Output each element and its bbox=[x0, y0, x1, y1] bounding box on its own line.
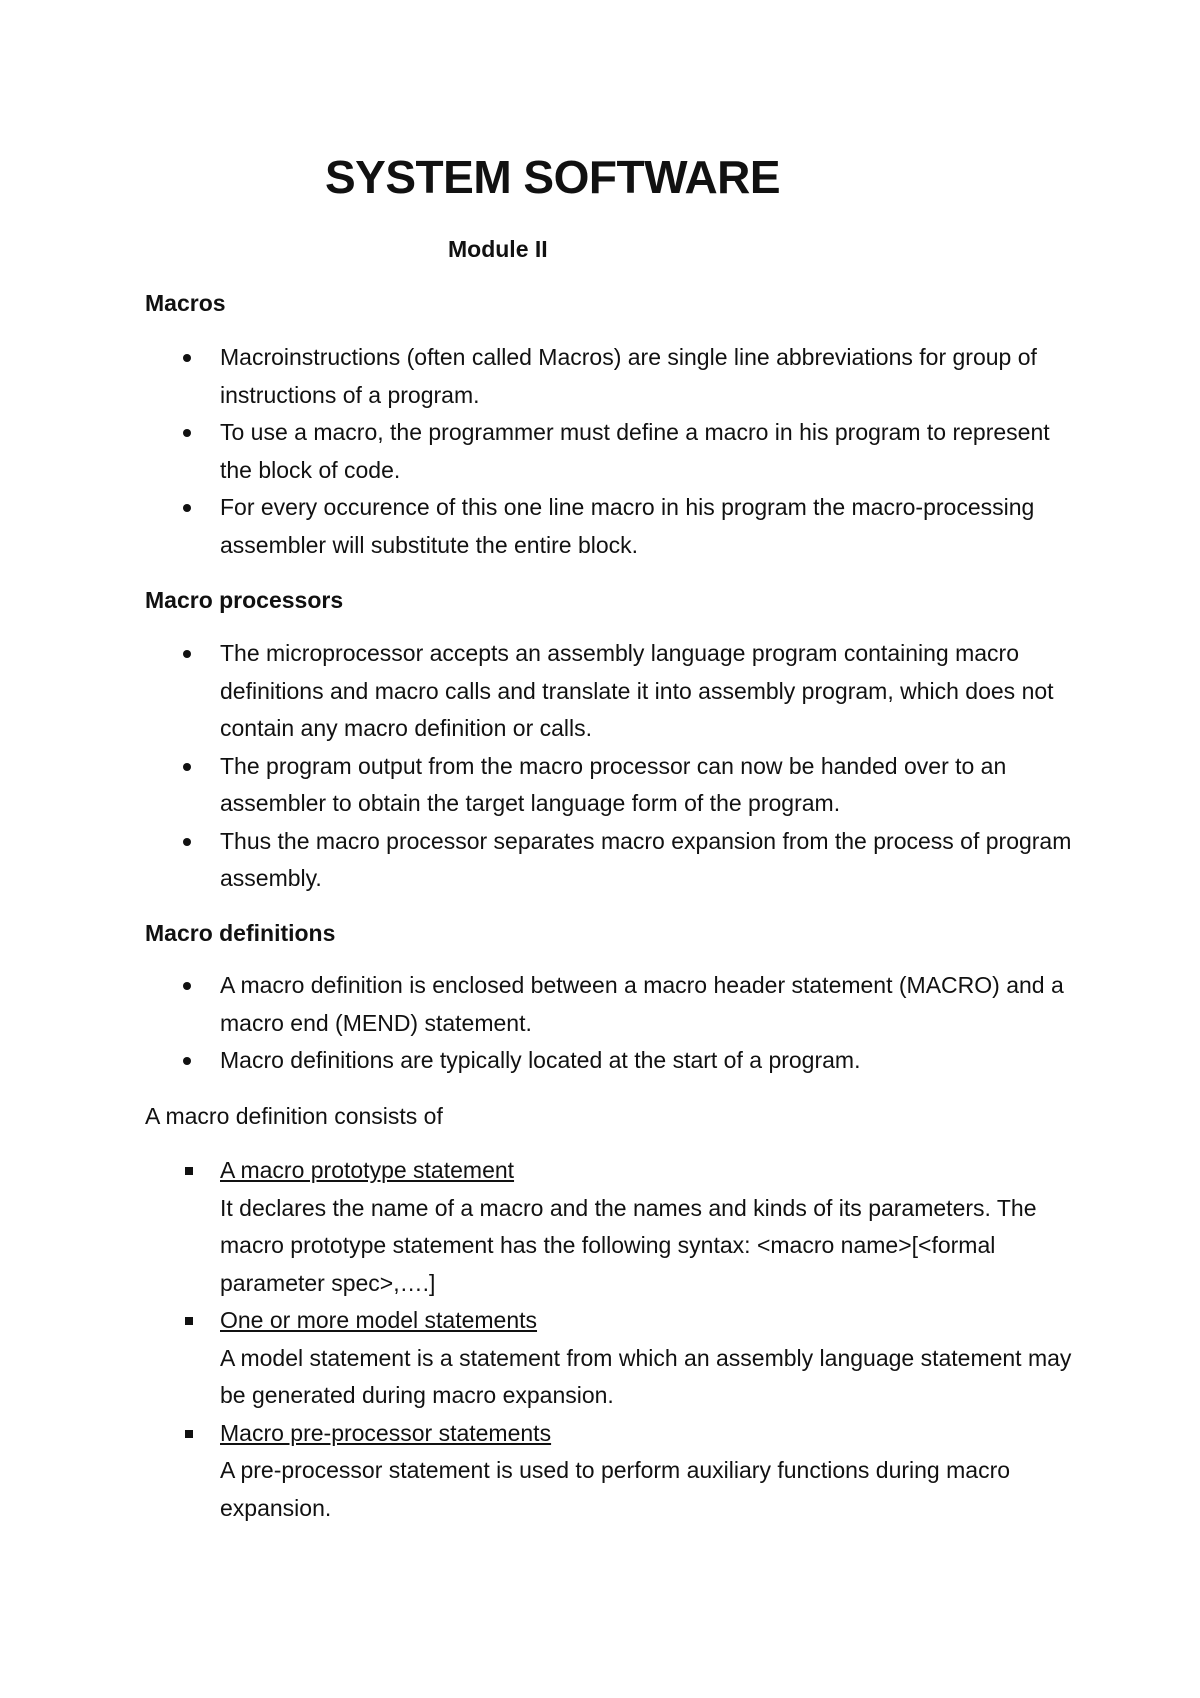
list-item: For every occurence of this one line macro in his program the macro-processing assembler will substitute the entire block. bbox=[0, 489, 1080, 564]
list-item: A macro definition is enclosed between a macro header statement (MACRO) and a macro end (MEND) statement. bbox=[0, 967, 1080, 1042]
item-label: Macro pre-processor statements bbox=[220, 1419, 552, 1446]
consists-intro: A macro definition consists of bbox=[145, 1103, 443, 1129]
bullet-icon bbox=[183, 429, 191, 437]
section-heading-macro-processors: Macro processors bbox=[145, 587, 344, 613]
section-heading-macro-definitions: Macro definitions bbox=[145, 920, 336, 946]
item-description: A model statement is a statement from which an assembly language statement may be generated during macro expansion. bbox=[220, 1344, 1072, 1408]
section-heading-macros: Macros bbox=[145, 290, 226, 316]
square-bullet-icon bbox=[185, 1430, 193, 1438]
macros-bullet-list bbox=[0, 339, 1200, 564]
square-bullet-icon bbox=[185, 1167, 193, 1175]
bullet-icon bbox=[183, 354, 191, 362]
list-item: Macroinstructions (often called Macros) are single line abbreviations for group of instructions of a program. bbox=[0, 339, 1080, 414]
consists-square-list bbox=[0, 1152, 1200, 1527]
processors-bullet-list bbox=[0, 635, 1200, 898]
list-item bbox=[0, 1302, 1080, 1415]
list-item bbox=[0, 1152, 1080, 1302]
item-label: One or more model statements bbox=[220, 1307, 538, 1333]
list-item: The program output from the macro processor can now be handed over to an assembler to obtain the target language form of the program. bbox=[0, 748, 1080, 823]
square-bullet-icon bbox=[185, 1317, 193, 1325]
list-item: The microprocessor accepts an assembly language program containing macro definitions and macro calls and translate it into assembly program, which does not contain any macro definition or calls. bbox=[0, 635, 1080, 748]
bullet-icon bbox=[183, 1057, 191, 1065]
list-item: To use a macro, the programmer must define a macro in his program to represent the block of code. bbox=[0, 414, 1080, 489]
bullet-icon bbox=[183, 504, 191, 512]
bullet-icon bbox=[183, 650, 191, 658]
item-description: A pre-processor statement is used to perform auxiliary functions during macro expansion. bbox=[220, 1457, 1011, 1521]
module-label: Module II bbox=[448, 236, 548, 262]
item-description: It declares the name of a macro and the names and kinds of its parameters. The macro prototype statement has the following syntax: <macro name>[<formal parameter spec>,….] bbox=[220, 1194, 1037, 1296]
list-item bbox=[0, 1415, 1080, 1528]
list-item: Macro definitions are typically located at the start of a program. bbox=[0, 1042, 1080, 1080]
definitions-bullet-list bbox=[0, 967, 1200, 1080]
bullet-icon bbox=[183, 982, 191, 990]
item-label: A macro prototype statement bbox=[220, 1157, 515, 1183]
list-item: Thus the macro processor separates macro expansion from the process of program assembly. bbox=[0, 823, 1080, 898]
bullet-icon bbox=[183, 763, 191, 771]
document-title: SYSTEM SOFTWARE bbox=[325, 151, 781, 203]
bullet-icon bbox=[183, 838, 191, 846]
